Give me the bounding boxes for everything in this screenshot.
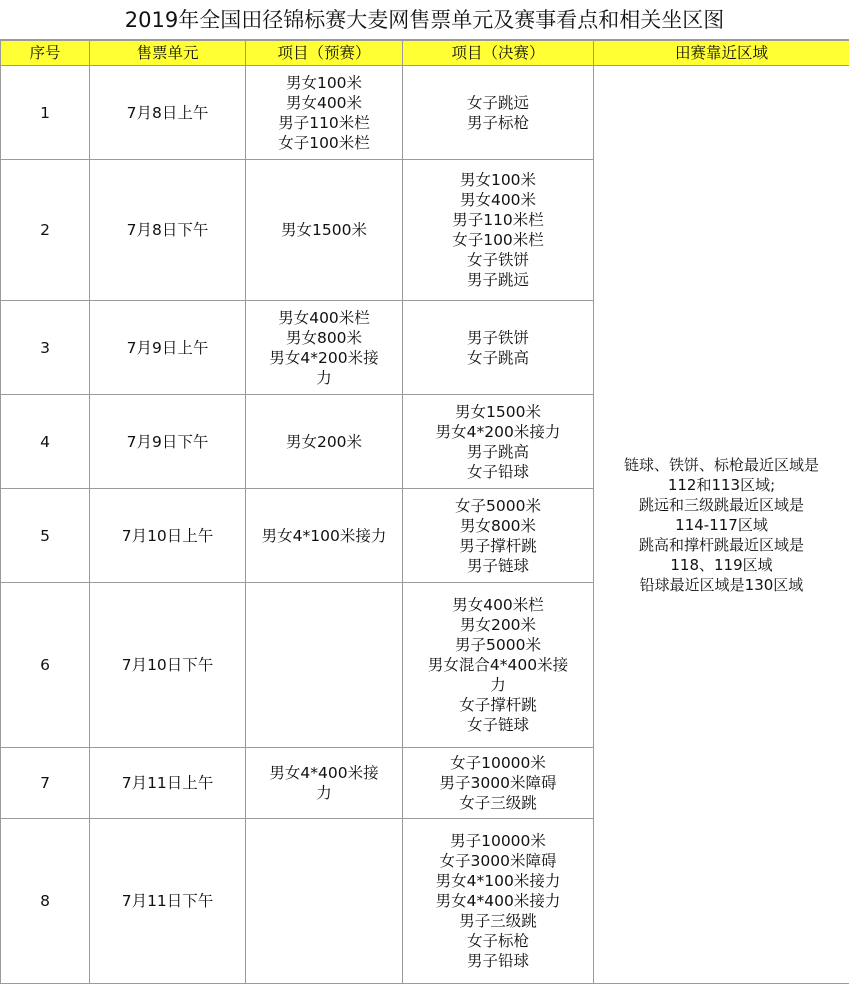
zone-line: 118、119区域 [596,555,847,575]
cell-final [403,748,594,819]
final-line: 男子5000米 [406,635,590,655]
zone-line: 铅球最近区域是130区域 [596,575,847,595]
header-final: 项目（决赛） [403,41,594,66]
cell-final [403,66,594,160]
final-line: 男子标枪 [406,113,590,133]
header-prelim: 项目（预赛） [246,41,403,66]
final-line: 男女4*100米接力 [406,871,590,891]
final-line: 男子110米栏 [406,210,590,230]
header-no: 序号 [1,41,90,66]
prelim-line: 男女1500米 [249,220,399,240]
zone-line: 114-117区域 [596,515,847,535]
cell-final [403,583,594,748]
cell-unit: 7月11日下午 [90,819,246,984]
cell-prelim [246,301,403,395]
cell-prelim [246,160,403,301]
final-line: 男子铅球 [406,951,590,971]
sheet-title: 2019年全国田径锦标赛大麦网售票单元及赛事看点和相关坐区图 [0,0,849,40]
final-line: 男子三级跳 [406,911,590,931]
prelim-line: 男子110米栏 [249,113,399,133]
final-line: 女子撑杆跳 [406,695,590,715]
header-zone: 田赛靠近区域 [594,41,849,66]
final-line: 男子铁饼 [406,328,590,348]
final-line: 男女1500米 [406,402,590,422]
zone-line: 链球、铁饼、标枪最近区域是 [596,455,847,475]
final-line: 女子铁饼 [406,250,590,270]
cell-unit: 7月9日下午 [90,395,246,489]
zone-line: 跳远和三级跳最近区域是 [596,495,847,515]
cell-unit: 7月11日上午 [90,748,246,819]
cell-prelim [246,819,403,984]
cell-no: 5 [1,489,90,583]
final-line: 女子标枪 [406,931,590,951]
cell-prelim [246,748,403,819]
final-line: 男子链球 [406,556,590,576]
cell-unit: 7月8日下午 [90,160,246,301]
cell-prelim [246,583,403,748]
cell-no: 8 [1,819,90,984]
prelim-line: 男女4*200米接 [249,348,399,368]
final-line: 男子跳高 [406,442,590,462]
final-line: 女子3000米障碍 [406,851,590,871]
final-line: 女子跳高 [406,348,590,368]
final-line: 男子3000米障碍 [406,773,590,793]
final-line: 男女400米 [406,190,590,210]
cell-zone-merged [594,66,849,984]
prelim-line: 男女400米栏 [249,308,399,328]
prelim-line: 男女100米 [249,73,399,93]
final-line: 男女200米 [406,615,590,635]
prelim-line: 男女400米 [249,93,399,113]
cell-no: 6 [1,583,90,748]
prelim-line: 男女800米 [249,328,399,348]
cell-no: 1 [1,66,90,160]
final-line: 女子5000米 [406,496,590,516]
final-line: 男女100米 [406,170,590,190]
final-line: 女子铅球 [406,462,590,482]
prelim-line: 力 [249,783,399,803]
cell-final [403,301,594,395]
cell-no: 4 [1,395,90,489]
final-line: 女子三级跳 [406,793,590,813]
final-line: 男子10000米 [406,831,590,851]
cell-prelim [246,66,403,160]
final-line: 女子100米栏 [406,230,590,250]
prelim-line: 男女4*100米接力 [249,526,399,546]
zone-line: 跳高和撑杆跳最近区域是 [596,535,847,555]
zone-line: 112和113区域; [596,475,847,495]
final-line: 男女4*200米接力 [406,422,590,442]
schedule-table [0,40,849,984]
final-line: 男女800米 [406,516,590,536]
final-line: 男子跳远 [406,270,590,290]
cell-no: 3 [1,301,90,395]
final-line: 女子链球 [406,715,590,735]
final-line: 男女混合4*400米接 [406,655,590,675]
cell-prelim [246,395,403,489]
cell-final [403,395,594,489]
cell-final [403,489,594,583]
cell-unit: 7月10日下午 [90,583,246,748]
prelim-line: 力 [249,368,399,388]
final-line: 女子10000米 [406,753,590,773]
cell-final [403,160,594,301]
cell-unit: 7月8日上午 [90,66,246,160]
table-row [1,66,849,160]
cell-no: 7 [1,748,90,819]
prelim-line: 男女4*400米接 [249,763,399,783]
cell-no: 2 [1,160,90,301]
cell-final [403,819,594,984]
final-line: 力 [406,675,590,695]
cell-unit: 7月9日上午 [90,301,246,395]
final-line: 男子撑杆跳 [406,536,590,556]
prelim-line: 女子100米栏 [249,133,399,153]
prelim-line: 男女200米 [249,432,399,452]
cell-unit: 7月10日上午 [90,489,246,583]
header-unit: 售票单元 [90,41,246,66]
cell-prelim [246,489,403,583]
final-line: 男女4*400米接力 [406,891,590,911]
final-line: 女子跳远 [406,93,590,113]
final-line: 男女400米栏 [406,595,590,615]
header-row [1,41,849,66]
